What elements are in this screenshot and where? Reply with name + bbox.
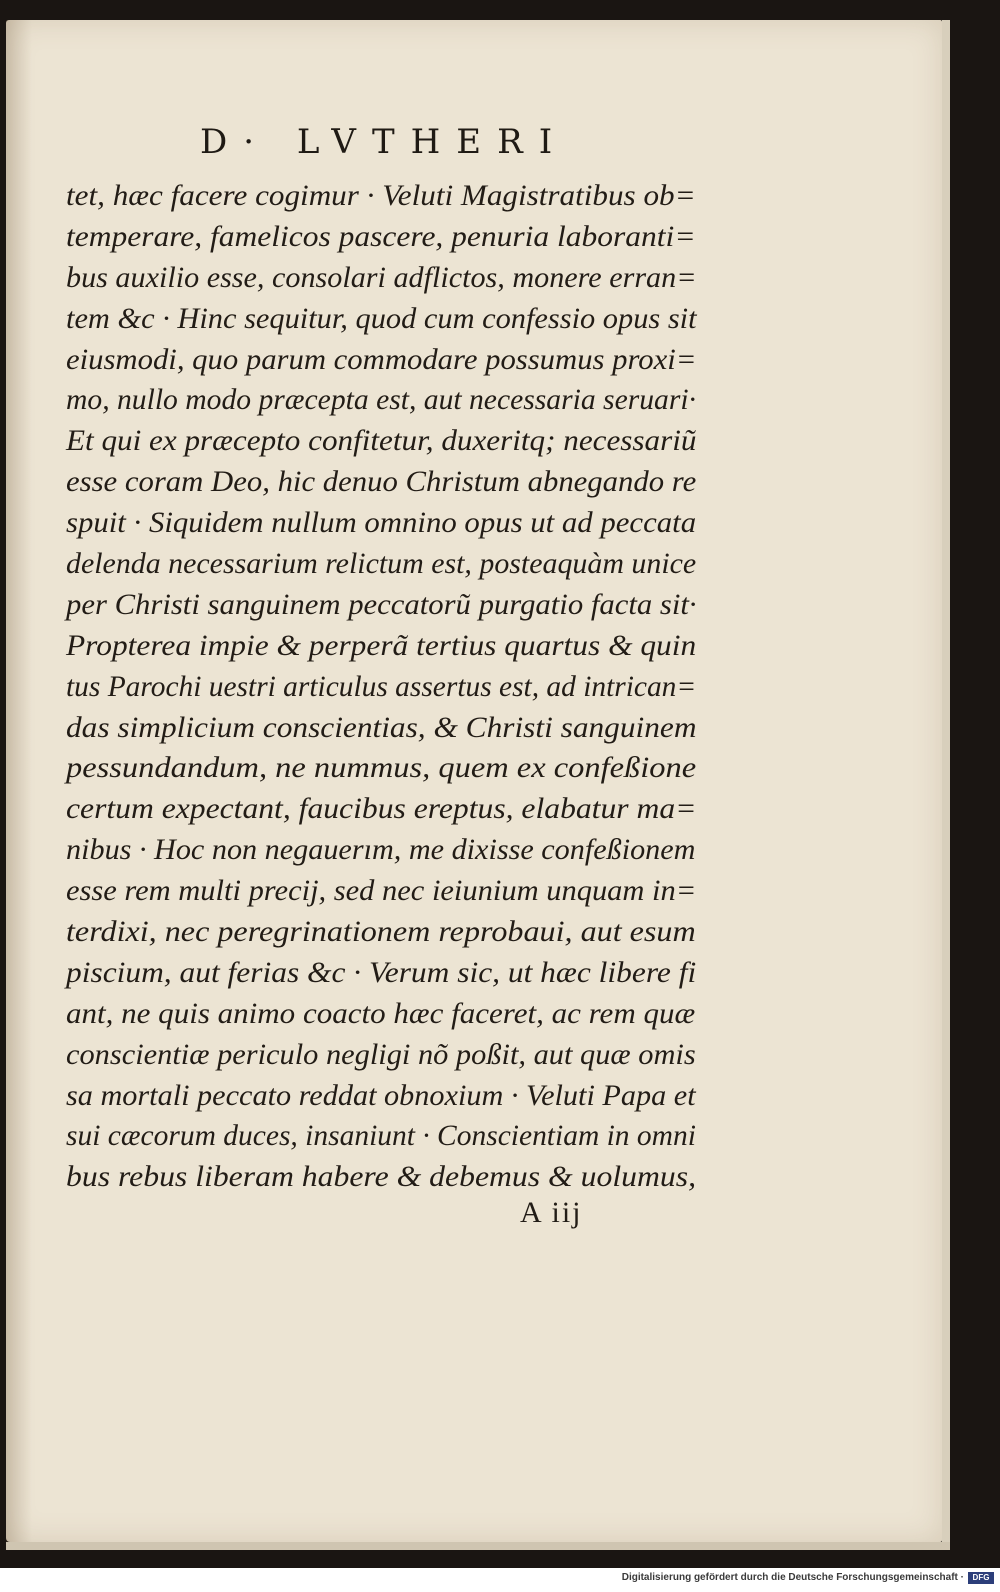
page-body-text [66, 176, 716, 1198]
text-line: Et qui ex præcepto confitetur, duxeritq; necessariũ [66, 424, 697, 458]
text-line: Propterea impie & perperã tertius quartus & quin [66, 628, 697, 662]
page-edge-bottom [6, 1542, 950, 1550]
text-line: esse coram Deo, hic denuo Christum abnegando re [66, 465, 697, 499]
text-line: esse rem multi precij, sed nec ieiunium unquam in= [66, 874, 697, 908]
text-line: sui cæcorum duces, insaniunt · Conscientiam in omni [66, 1119, 696, 1153]
text-line: ant, ne quis animo coacto hæc faceret, ac rem quæ [66, 996, 696, 1030]
text-line: tet, hæc facere cogimur · Veluti Magistratibus ob= [66, 179, 696, 212]
text-line: delenda necessarium relictum est, posteaquàm unice [66, 547, 697, 581]
page-edge-right [942, 20, 950, 1542]
text-line: per Christi sanguinem peccatorũ purgatio facta sit· [66, 587, 697, 621]
text-line: das simplicium conscientias, & Christi sanguinem [66, 710, 697, 744]
dfg-logo: DFG [968, 1572, 994, 1584]
text-line: temperare, famelicos pascere, penuria laboranti= [66, 219, 696, 253]
text-line: pessundandum, ne nummus, quem ex confeßione [66, 751, 697, 785]
text-line: piscium, aut ferias &c · Verum sic, ut hæc libere fi [66, 955, 697, 989]
text-line: eiusmodi, quo parum commodare possumus proxi= [66, 342, 697, 376]
text-line: sa mortali peccato reddat obnoxium · Veluti Papa et [66, 1078, 696, 1112]
text-line: nibus · Hoc non negauerım, me dixisse confeßionem [66, 833, 696, 867]
text-line: terdixi, nec peregrinationem reprobaui, aut esum [66, 915, 696, 949]
text-line: tus Parochi uestri articulus assertus est, ad intrican= [66, 669, 697, 703]
text-line: conscientiæ periculo negligi nõ poßit, aut quæ omis [66, 1037, 696, 1071]
running-head: D· LVTHERI [200, 122, 569, 162]
text-line: spuit · Siquidem nullum omnino opus ut ad peccata [66, 506, 697, 540]
signature-mark: A iij [520, 1196, 583, 1229]
text-line: mo, nullo modo præcepta est, aut necessaria seruari· [66, 383, 696, 417]
text-line: bus rebus liberam habere & debemus & uolumus, [66, 1160, 697, 1194]
text-line: certum expectant, faucibus ereptus, elabatur ma= [66, 792, 697, 826]
text-line: bus auxilio esse, consolari adflictos, monere erran= [66, 260, 697, 294]
text-line: tem &c · Hinc sequitur, quod cum confessio opus sit [66, 301, 697, 335]
footer-credit: Digitalisierung gefördert durch die Deutsche Forschungsgemeinschaft · [621, 1572, 964, 1583]
